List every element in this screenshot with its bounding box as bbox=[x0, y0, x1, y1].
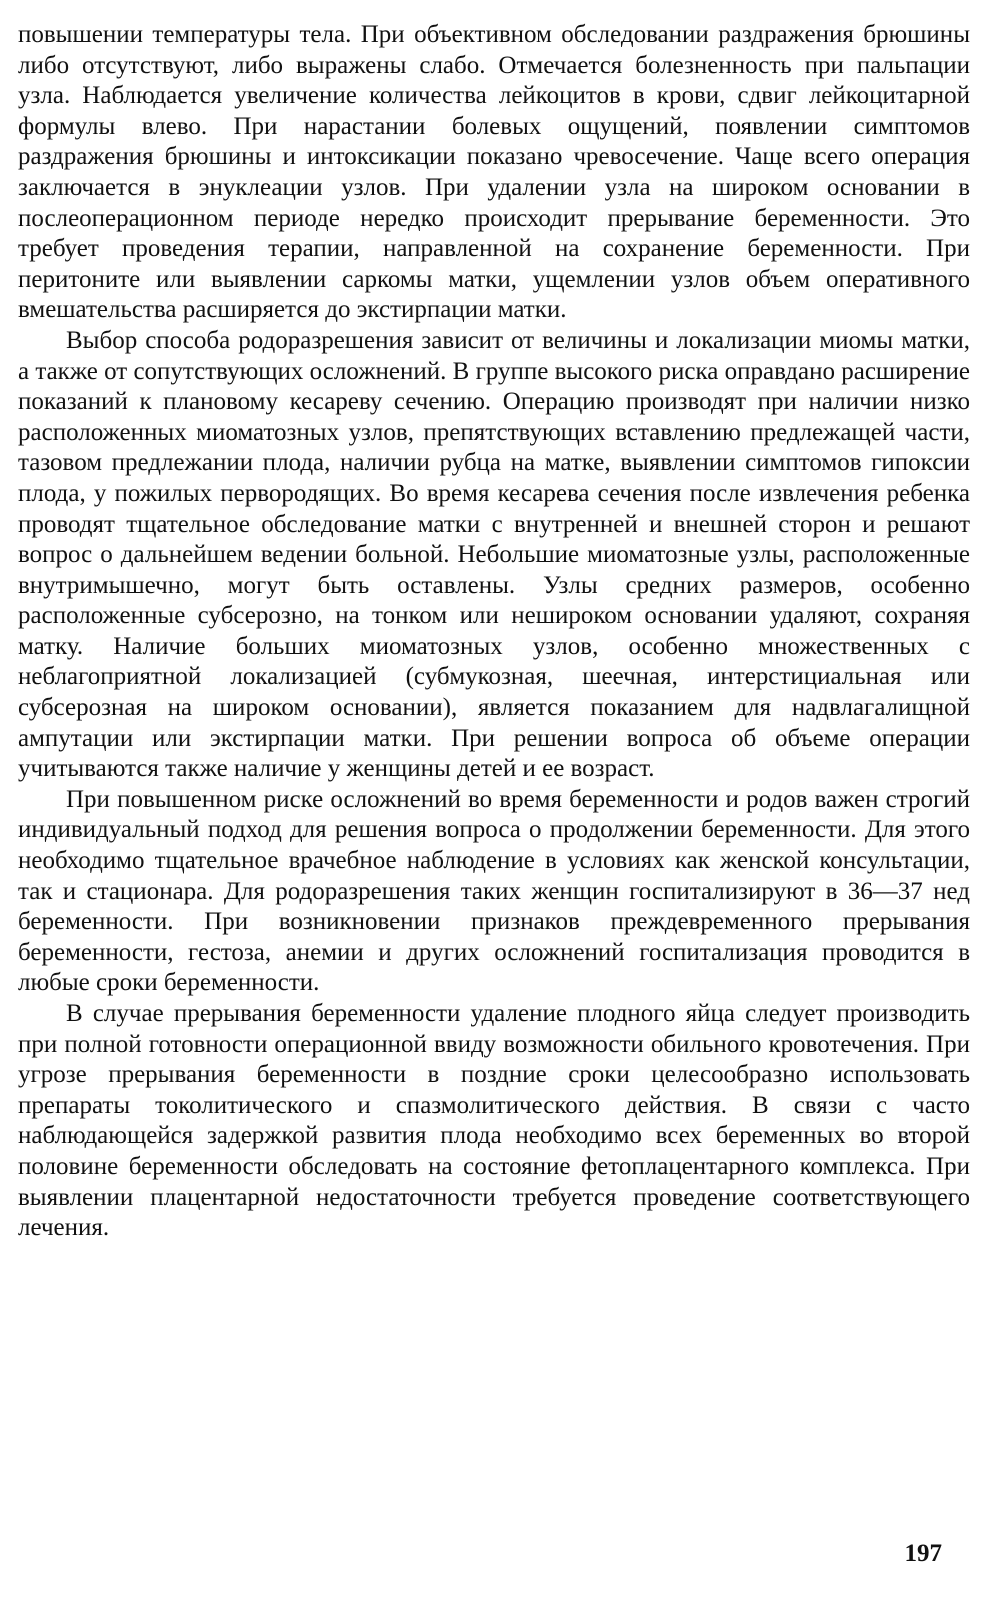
paragraph-continuation: повышении температуры тела. При объективном обследовании раздражения брюшины либо отсутствуют, либо выражены слабо. Отмечается болезненность при пальпации узла. Наблюдается увеличение количества лейкоцитов в крови, сдвиг лейкоцитарной формулы влево. При нарастании болевых ощущений, появлении симптомов раздражения брюшины и интоксикации показано чревосечение. Чаще всего операция заключается в энуклеации узлов. При удалении узла на широком основании в послеоперационном периоде нередко происходит прерывание беременности. Это требует проведения терапии, направленной на сохранение беременности. При перитоните или выявлении саркомы матки, ущемлении узлов объем оперативного вмешательства расширяется до экстирпации матки. bbox=[18, 21, 970, 324]
paragraph-termination: В случае прерывания беременности удаление плодного яйца следует производить при полной готовности операционной ввиду возможности обильного кровотечения. При угрозе прерывания беременности в поздние сроки целесообразно использовать препараты токолитического и спазмолитического действия. В связи с часто наблюдающейся задержкой развития плода необходимо всех беременных во второй половине беременности обследовать на состояние фетоплацентарного комплекса. При выявлении плацентарной недостаточности требуется проведение соответствующего лечения. bbox=[18, 1000, 970, 1242]
paragraph-high-risk: При повышенном риске осложнений во время беременности и родов важен строгий индивидуальный подход для решения вопроса о продолжении беременности. Для этого необходимо тщательное врачебное наблюдение в условиях как женской консультации, так и стационара. Для родоразрешения таких женщин госпитализируют в 36—37 нед беременности. При возникновении признаков преждевременного прерывания беременности, гестоза, анемии и других осложнений госпитализация проводится в любые сроки беременности. bbox=[18, 785, 970, 997]
body-text bbox=[18, 20, 970, 1244]
page-number: 197 bbox=[904, 1540, 942, 1567]
paragraph-delivery-method: Выбор способа родоразрешения зависит от величины и локализации миомы матки, а также от сопутствующих осложнений. В группе высокого риска оправдано расширение показаний к плановому кесареву сечению. Операцию производят при наличии низко расположенных миоматозных узлов, препятствующих вставлению предлежащей части, тазовом предлежании плода, наличии рубца на матке, выявлении симптомов гипоксии плода, у пожилых первородящих. Во время кесарева сечения после извлечения ребенка проводят тщательное обследование матки с внутренней и внешней сторон и решают вопрос о дальнейшем ведении больной. Небольшие миоматозные узлы, расположенные внутримышечно, могут быть оставлены. Узлы средних размеров, особенно расположенные субсерозно, на тонком или нешироком основании удаляют, сохраняя матку. Наличие больших миоматозных узлов, особенно множественных с неблагоприятной локализацией (субмукозная, шеечная, интерстициальная или субсерозная на широком основании), является показанием для надвлагалищной ампутации или экстирпации матки. При решении вопроса об объеме операции учитываются также наличие у женщины детей и ее возраст. bbox=[18, 326, 971, 783]
